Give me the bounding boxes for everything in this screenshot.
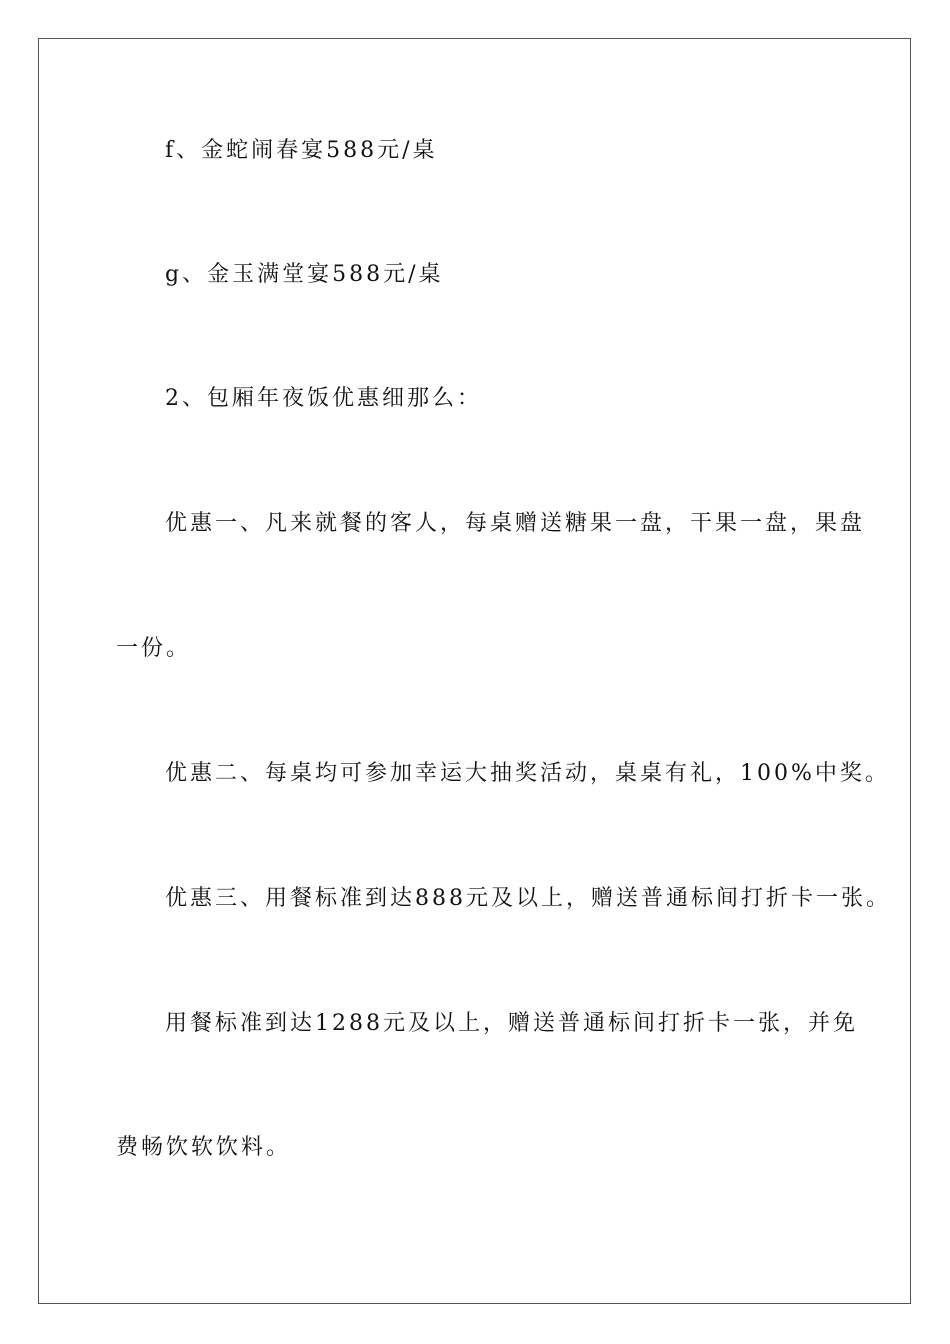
offer-three-extra-line-1: 用餐标准到达1288元及以上，赠送普通标间打折卡一张，并免 [165, 1011, 858, 1036]
section-heading-private-room: 2、包厢年夜饭优惠细那么： [165, 386, 482, 411]
menu-item-f: f、金蛇闹春宴588元/桌 [165, 138, 438, 163]
menu-item-g: g、金玉满堂宴588元/桌 [165, 262, 444, 287]
offer-one-line-1: 优惠一、凡来就餐的客人，每桌赠送糖果一盘，干果一盘，果盘 [165, 511, 866, 536]
offer-three-extra-line-2: 费畅饮软饮料。 [116, 1135, 292, 1160]
offer-two: 优惠二、每桌均可参加幸运大抽奖活动，桌桌有礼，100%中奖。 [165, 761, 890, 786]
offer-three: 优惠三、用餐标准到达888元及以上，赠送普通标间打折卡一张。 [165, 886, 891, 911]
offer-one-line-2: 一份。 [116, 636, 192, 661]
page-frame [38, 38, 911, 1304]
